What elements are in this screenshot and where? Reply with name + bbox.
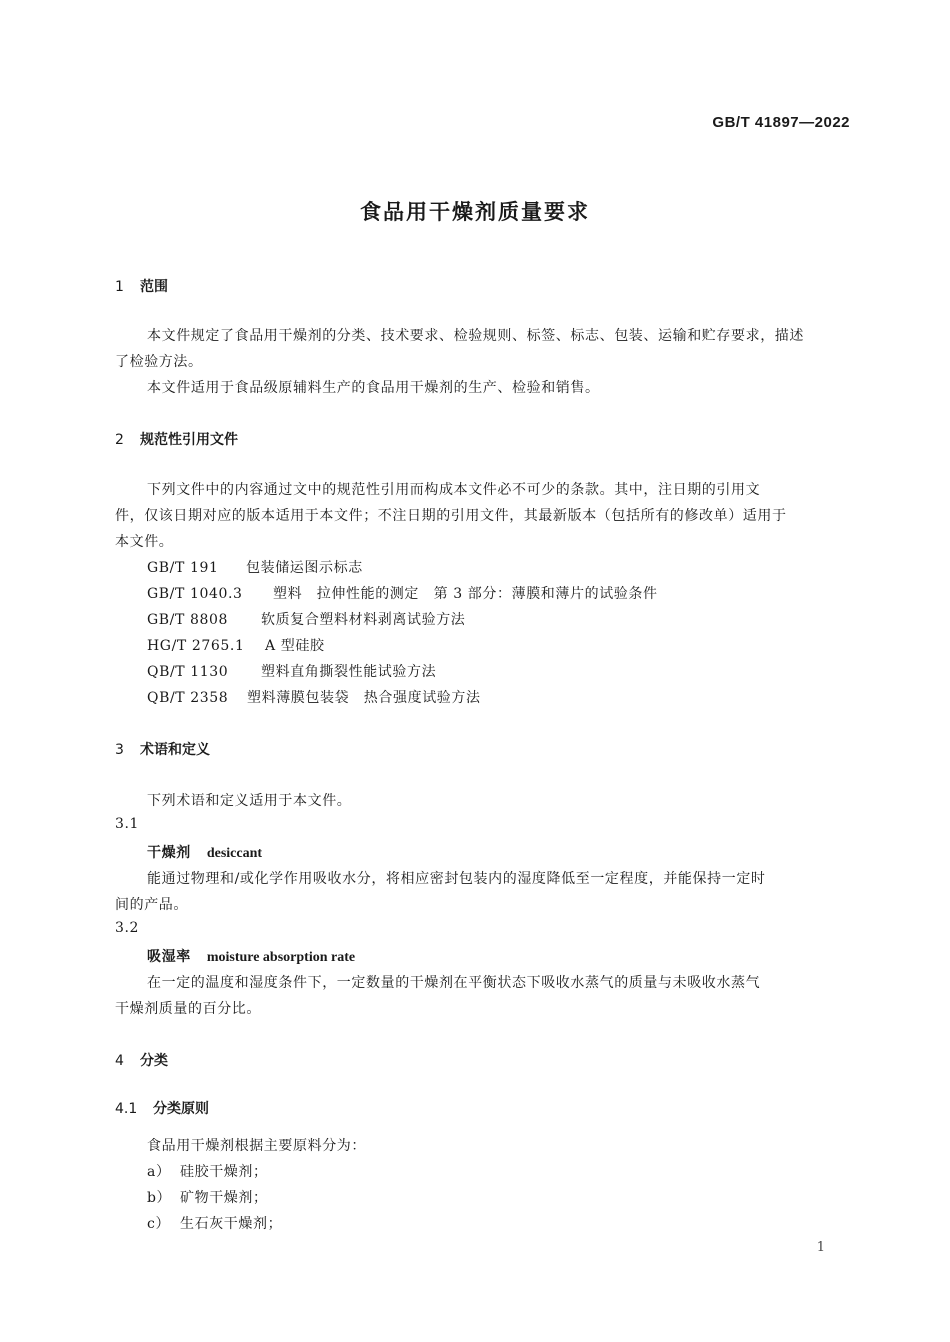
section-heading-scope — [115, 276, 168, 296]
scope-paragraph-1-line-1: 本文件规定了食品用干燥剂的分类、技术要求、检验规则、标签、标志、包装、运输和贮存要求，描述 — [147, 328, 804, 344]
list-item-text: 硅胶干燥剂； — [180, 1164, 268, 1180]
term-heading — [147, 842, 262, 862]
reference-item — [147, 687, 481, 707]
term-number: 3.2 — [115, 920, 140, 936]
subsection-heading-classification-principle — [115, 1098, 209, 1118]
reference-code: HG/T 2765.1 — [147, 638, 245, 654]
page-number: 1 — [816, 1240, 825, 1255]
term-definition-line-1: 在一定的温度和湿度条件下，一定数量的干燥剂在平衡状态下吸收水蒸气的质量与未吸收水蒸气 — [147, 975, 761, 991]
subsection-title: 分类原则 — [153, 1101, 209, 1117]
reference-name: 塑料薄膜包装袋 热合强度试验方法 — [247, 690, 481, 706]
reference-name: A 型硅胶 — [265, 638, 325, 654]
reference-name: 塑料 拉伸性能的测定 第 3 部分：薄膜和薄片的试验条件 — [273, 586, 658, 602]
reference-code: GB/T 1040.3 — [147, 586, 243, 602]
term-definition-line-1: 能通过物理和/或化学作用吸收水分，将相应密封包装内的湿度降低至一定程度，并能保持一定时 — [147, 871, 766, 887]
reference-item — [147, 661, 436, 681]
list-item-text: 生石灰干燥剂； — [180, 1216, 283, 1232]
reference-name: 软质复合塑料材料剥离试验方法 — [261, 612, 466, 628]
list-item-text: 矿物干燥剂； — [180, 1190, 268, 1206]
normative-intro-line-1: 下列文件中的内容通过文中的规范性引用而构成本文件必不可少的条款。其中，注日期的引用文 — [147, 482, 761, 498]
term-english: desiccant — [206, 846, 263, 861]
reference-code: GB/T 191 — [147, 560, 219, 576]
section-heading-classification — [115, 1050, 168, 1070]
terms-intro: 下列术语和定义适用于本文件。 — [147, 793, 352, 809]
term-english: moisture absorption rate — [206, 950, 356, 965]
section-title: 规范性引用文件 — [140, 432, 238, 448]
reference-item — [147, 583, 658, 603]
reference-item — [147, 609, 465, 629]
section-number: 3 — [115, 742, 124, 758]
reference-code: QB/T 1130 — [147, 664, 229, 680]
section-number: 2 — [115, 432, 124, 448]
document-title: 食品用干燥剂质量要求 — [360, 200, 590, 224]
normative-intro-line-3: 本文件。 — [115, 534, 174, 550]
standard-number: GB/T 41897—2022 — [712, 114, 850, 131]
term-chinese: 吸湿率 — [147, 949, 191, 965]
term-number: 3.1 — [115, 816, 140, 832]
list-item-label: b） — [147, 1190, 172, 1206]
list-item — [147, 1213, 282, 1233]
term-heading — [147, 946, 355, 966]
section-title: 范围 — [140, 279, 168, 295]
list-item — [147, 1187, 268, 1207]
section-title: 术语和定义 — [140, 742, 210, 758]
reference-name: 包装储运图示标志 — [246, 560, 363, 576]
list-item-label: a） — [147, 1164, 171, 1180]
section-heading-normative-refs — [115, 429, 238, 449]
term-definition-line-2: 间的产品。 — [115, 897, 188, 913]
reference-code: GB/T 8808 — [147, 612, 229, 628]
classification-intro: 食品用干燥剂根据主要原料分为： — [147, 1138, 366, 1154]
reference-item — [147, 635, 325, 655]
reference-name: 塑料直角撕裂性能试验方法 — [261, 664, 437, 680]
reference-code: QB/T 2358 — [147, 690, 229, 706]
section-heading-terms — [115, 739, 210, 759]
section-number: 1 — [115, 279, 124, 295]
subsection-number: 4.1 — [115, 1101, 138, 1117]
list-item-label: c） — [147, 1216, 171, 1232]
section-number: 4 — [115, 1053, 124, 1069]
term-chinese: 干燥剂 — [147, 845, 191, 861]
term-definition-line-2: 干燥剂质量的百分比。 — [115, 1001, 261, 1017]
section-title: 分类 — [140, 1053, 168, 1069]
scope-paragraph-2: 本文件适用于食品级原辅料生产的食品用干燥剂的生产、检验和销售。 — [147, 380, 600, 396]
normative-intro-line-2: 件，仅该日期对应的版本适用于本文件；不注日期的引用文件，其最新版本（包括所有的修改单）适用于 — [115, 508, 787, 524]
list-item — [147, 1161, 268, 1181]
reference-item — [147, 557, 363, 577]
scope-paragraph-1-line-2: 了检验方法。 — [115, 354, 203, 370]
